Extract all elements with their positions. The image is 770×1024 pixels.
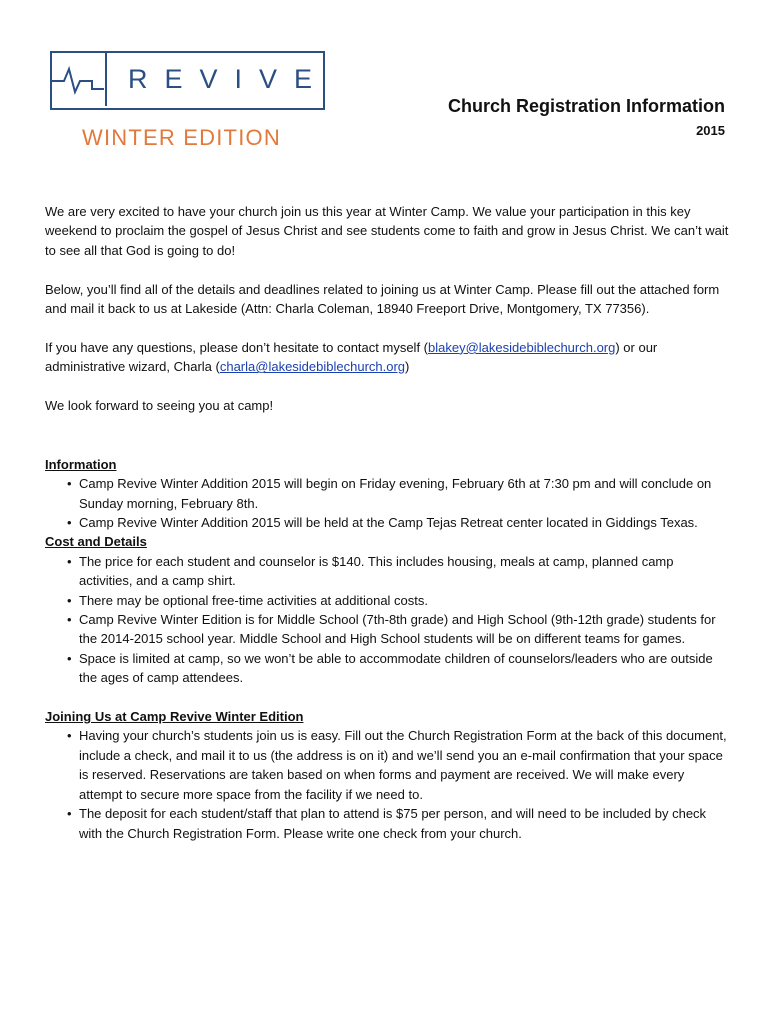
- list-item: • There may be optional free-time activities at additional costs.: [79, 591, 730, 610]
- contact-text-b: ) or our administrative wizard, Charla (: [45, 339, 658, 375]
- revive-logo: [50, 51, 330, 151]
- information-heading: Information: [45, 456, 117, 472]
- logo-wordmark: REVIVE: [128, 64, 330, 94]
- page-year: 2015: [696, 123, 725, 138]
- list-item: • Camp Revive Winter Edition is for Middle School (7th-8th grade) and High School (9th-12th grade) students for the 2014-2015 school year. Middle School and High School students will be on different teams for games.: [79, 610, 730, 649]
- list-item: • The deposit for each student/staff that plan to attend is $75 per person, and will need to be included by check with the Church Registration Form. Please write one check from your church.: [79, 804, 730, 843]
- document-body: [45, 202, 730, 843]
- blakey-email-link[interactable]: blakey@lakesidebiblechurch.org: [428, 339, 616, 355]
- charla-email-link[interactable]: charla@lakesidebiblechurch.org: [219, 359, 406, 375]
- list-item: • Camp Revive Winter Addition 2015 will be held at the Camp Tejas Retreat center located in Giddings Texas.: [79, 513, 730, 532]
- list-item: • Space is limited at camp, so we won’t be able to accommodate children of counselors/leaders who are outside the ages of camp attendees.: [79, 649, 730, 688]
- joining-heading: Joining Us at Camp Revive Winter Edition: [45, 709, 304, 725]
- contact-paragraph: [45, 338, 730, 377]
- cost-list: [45, 552, 730, 688]
- intro-paragraph-1: We are very excited to have your church join us this year at Winter Camp. We value your participation in this key weekend to proclaim the gospel of Jesus Christ and see students come to faith and grow in Jesus Christ. We can’t wait to see all that God is going to do!: [45, 204, 729, 258]
- list-item: • Camp Revive Winter Addition 2015 will begin on Friday evening, February 6th at 7:30 pm and will conclude on Sunday morning, February 8th.: [79, 474, 730, 513]
- page-title: Church Registration Information: [447, 96, 725, 116]
- joining-list: [45, 726, 730, 842]
- intro-paragraph-2: Below, you’ll find all of the details and deadlines related to joining us at Winter Camp. Please fill out the attached form and mail it back to us at Lakeside (Attn: Charla Coleman, 18940 Freeport Drive, Montgomery, TX 77356).: [45, 281, 720, 317]
- logo-divider: [105, 51, 107, 106]
- closing-paragraph: We look forward to seeing you at camp!: [45, 398, 274, 414]
- contact-text-c: ): [405, 359, 410, 375]
- list-item: • The price for each student and counselor is $140. This includes housing, meals at camp, planned camp activities, and a camp shirt.: [79, 552, 730, 591]
- information-list: [45, 474, 730, 532]
- cost-heading: Cost and Details: [45, 534, 147, 550]
- list-item: • Having your church’s students join us is easy. Fill out the Church Registration Form at the back of this document, include a check, and mail it to us (the address is on it) and we’ll send you an e-mail confirmation that your space is reserved. Reservations are taken based on when forms and payment are received. We will make every attempt to secure more space from the facility if we need to.: [79, 726, 730, 804]
- contact-text-a: If you have any questions, please don’t hesitate to contact myself (: [45, 339, 428, 355]
- heartbeat-icon: [52, 61, 104, 97]
- logo-subtitle: WINTER EDITION: [82, 125, 281, 150]
